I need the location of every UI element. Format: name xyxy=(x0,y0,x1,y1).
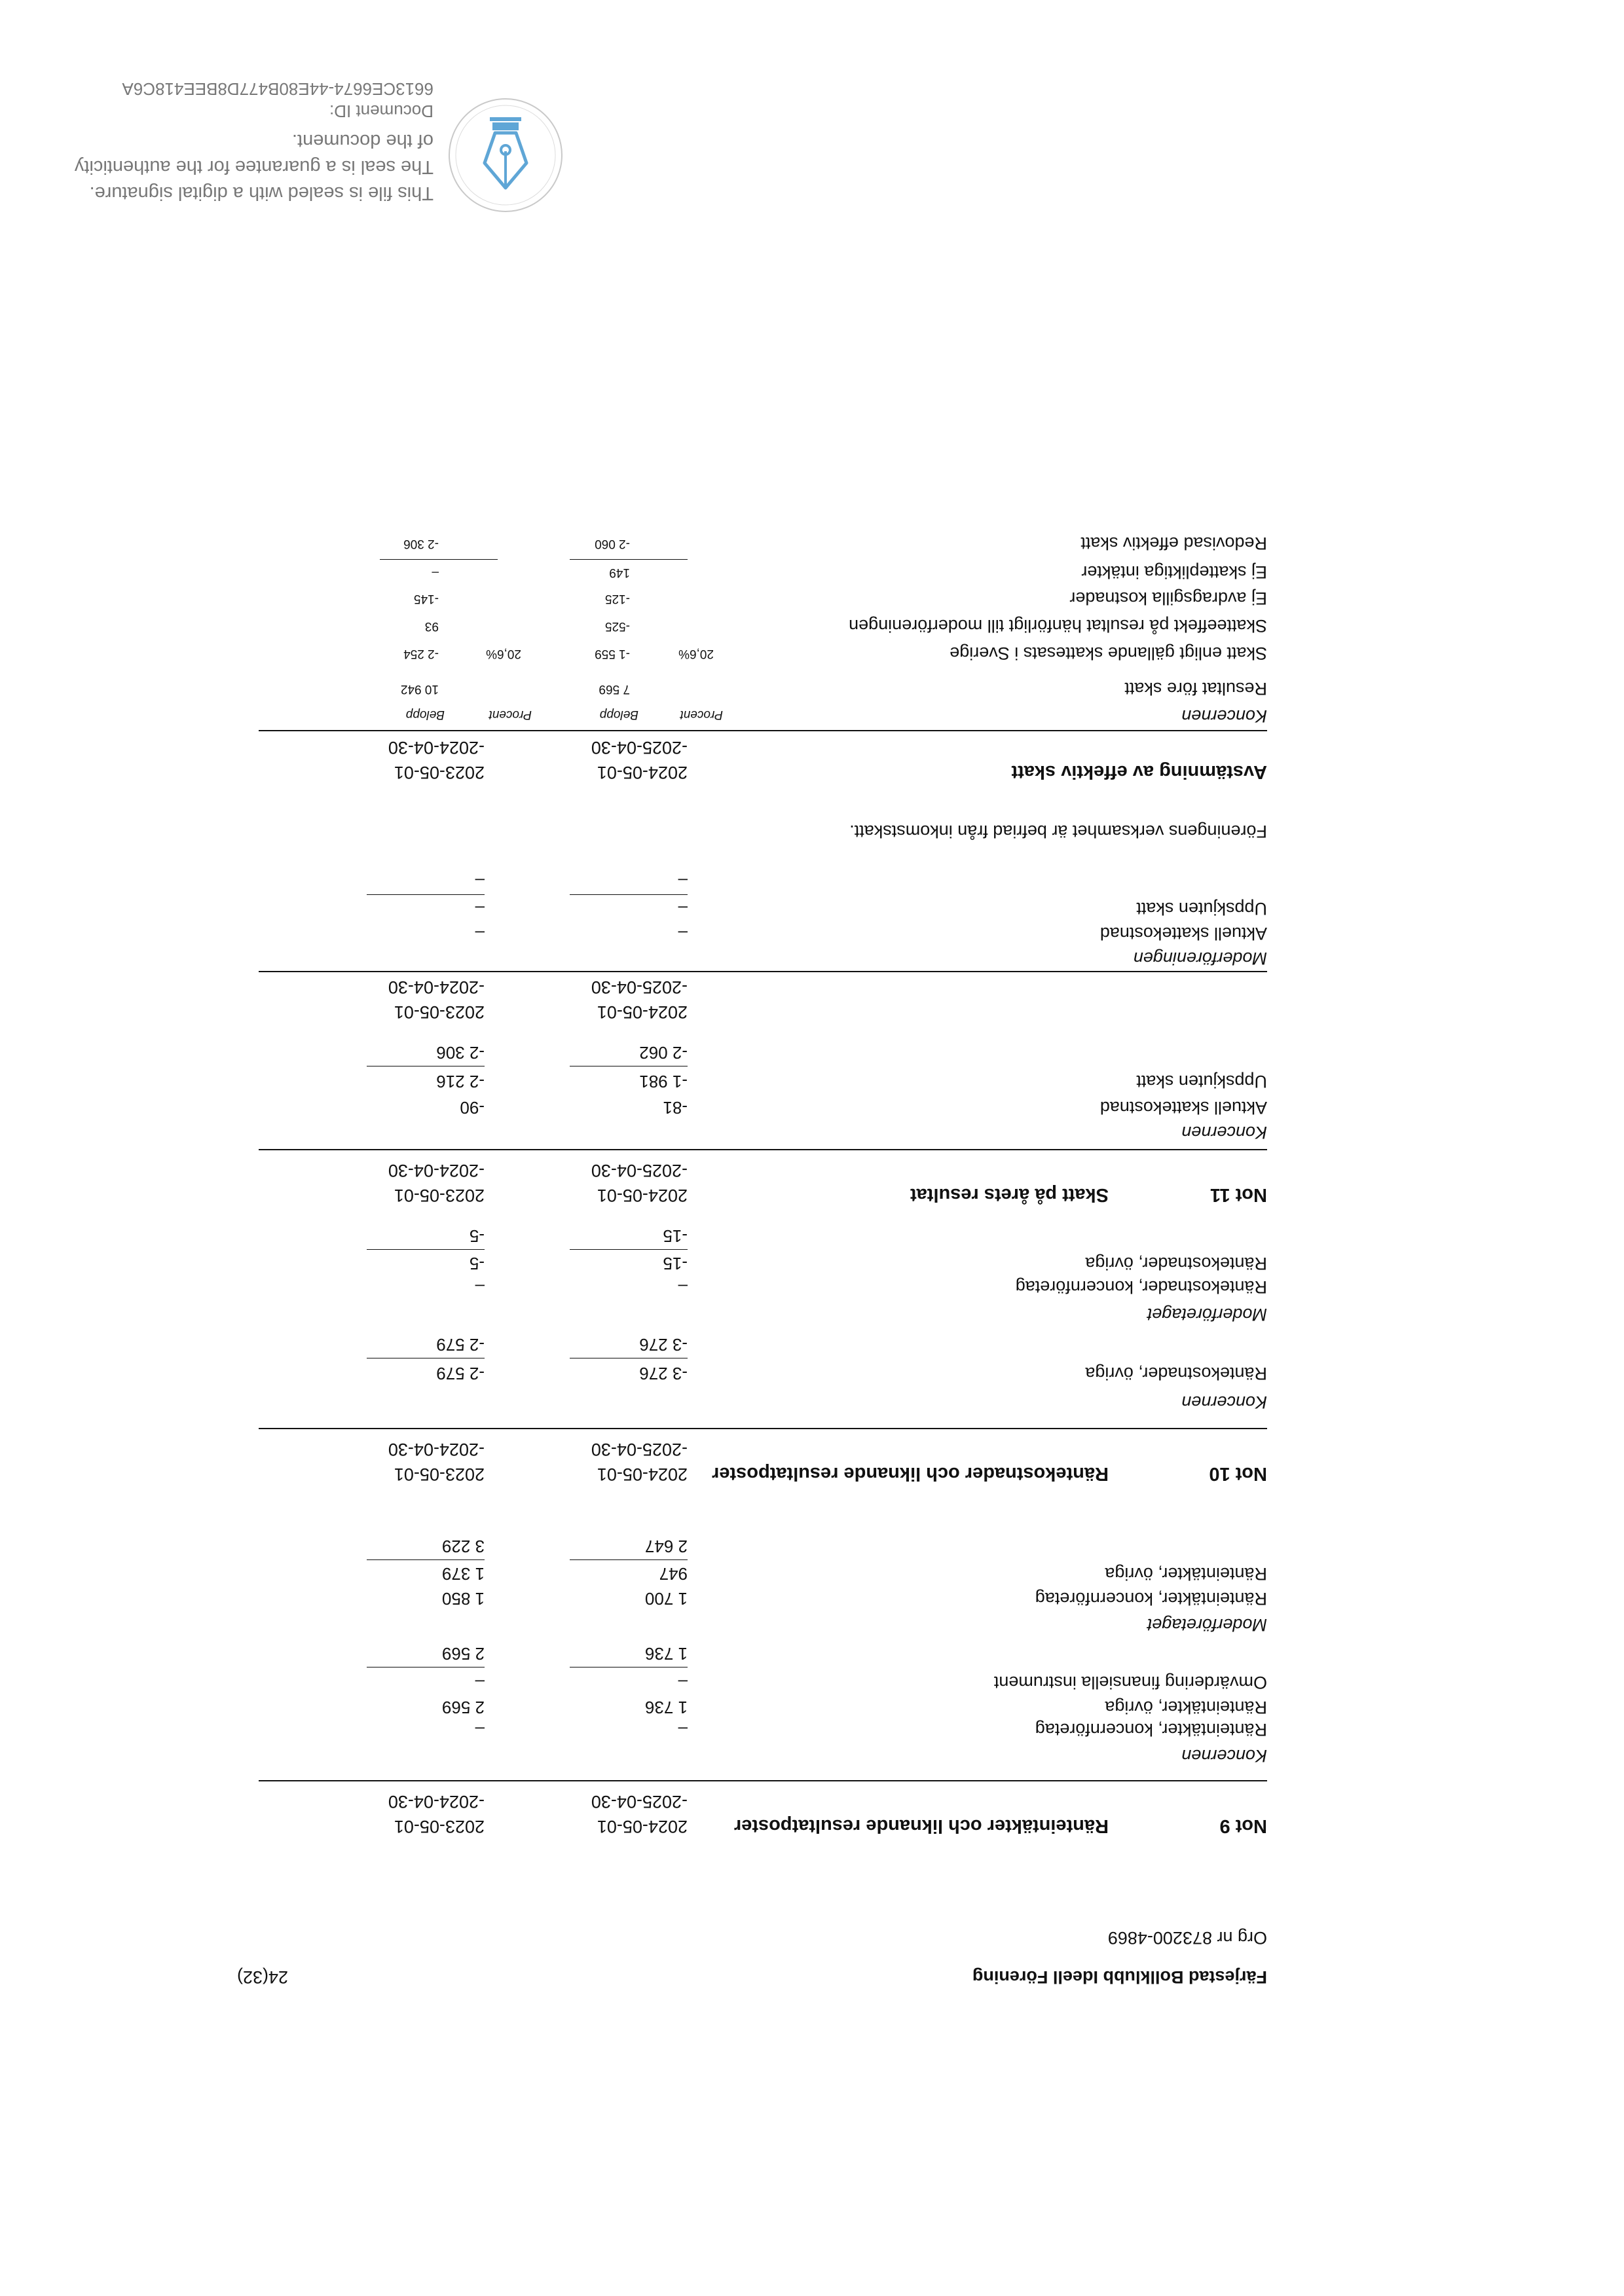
reconciliation-title: Avstämning av effektiv skatt xyxy=(1011,761,1267,782)
note11-g2-total-prior: – xyxy=(475,871,485,891)
note11-title: Skatt på årets resultat xyxy=(910,1184,1109,1205)
recon-col-amount-current: Belopp xyxy=(599,708,638,721)
note9-row-label: Ränteintäkter, övriga xyxy=(1105,1698,1267,1717)
note11-row-prior: – xyxy=(475,899,485,919)
note11-g2-sum-rule-prior xyxy=(367,894,485,895)
recon-prior-period-line1: 2023-05-01 xyxy=(394,763,485,782)
recon-row-prior-pct: 20,6% xyxy=(486,647,521,661)
recon-row-label: Resultat före skatt xyxy=(1124,679,1267,699)
recon-row-prior: -145 xyxy=(413,592,439,606)
recon-row-label: Skatteeffekt på resultat hänförligt till moderföreningen xyxy=(849,616,1267,636)
note10-row-prior: -5 xyxy=(469,1254,485,1273)
note10-header-rule xyxy=(259,1428,1267,1429)
org-name: Färjestad Bollklubb Ideell Förening xyxy=(972,1967,1267,1987)
recon-row-prior: -2 254 xyxy=(403,647,439,661)
recon-row-label: Ej skattepliktiga intäkter xyxy=(1081,562,1267,582)
note11-row-prior: -2 216 xyxy=(436,1072,485,1091)
note11-group1-heading: Koncernen xyxy=(1181,1123,1267,1142)
note9-row-prior: – xyxy=(475,1673,485,1692)
note11-parent-header-rule xyxy=(259,971,1267,972)
note9-row-current: 1 736 xyxy=(644,1698,688,1717)
note10-g2-total-current: -15 xyxy=(663,1226,688,1246)
note9-g2-total-current: 2 647 xyxy=(644,1537,688,1556)
note9-row-prior: 2 569 xyxy=(441,1698,485,1717)
note10-prior-period-line2: -2024-04-30 xyxy=(388,1440,485,1459)
note11-parent-prior-period-line2: -2024-04-30 xyxy=(388,977,485,997)
note11-g2-sum-rule-current xyxy=(570,894,688,895)
note9-prior-period-line2: -2024-04-30 xyxy=(388,1792,485,1812)
org-number: Org nr 873200-4869 xyxy=(1107,1928,1267,1948)
recon-row-current: -2 060 xyxy=(595,537,630,551)
recon-row-prior: 10 942 xyxy=(400,682,439,696)
note11-label: Not 11 xyxy=(1209,1184,1267,1205)
recon-col-percent-prior: Procent xyxy=(489,708,532,721)
note9-group1-heading: Koncernen xyxy=(1181,1746,1267,1766)
note9-current-period-line1: 2024-05-01 xyxy=(597,1817,688,1836)
note9-row-current: 947 xyxy=(659,1564,688,1584)
note11-row-current: -81 xyxy=(663,1098,688,1118)
note11-prior-period-line2: -2024-04-30 xyxy=(388,1161,485,1180)
note11-row-current: – xyxy=(678,924,688,943)
note11-prior-period-line1: 2023-05-01 xyxy=(394,1186,485,1205)
note10-group2-heading: Moderföretaget xyxy=(1147,1305,1267,1324)
note10-g1-total-current: -3 276 xyxy=(639,1335,688,1355)
tax-exemption-text: Föreningens verksamhet är befriad från inkomstskatt. xyxy=(849,822,1267,841)
seal-text-line3: of the document. xyxy=(291,130,434,151)
note10-label: Not 10 xyxy=(1209,1463,1267,1484)
note11-g2-total-current: – xyxy=(678,871,688,891)
recon-header-rule xyxy=(259,730,1267,731)
note10-row-label: Räntekostnader, övriga xyxy=(1085,1364,1267,1383)
note9-row-label: Ränteintäkter, övriga xyxy=(1105,1564,1267,1584)
recon-row-current: 149 xyxy=(609,566,630,579)
seal-document-id: 6613CE6674-44E80B477D8BEE418C6A xyxy=(122,79,434,99)
note10-row-prior: -2 579 xyxy=(436,1364,485,1383)
recon-row-current: 7 569 xyxy=(599,682,630,696)
note11-g1-total-current: -2 062 xyxy=(639,1043,688,1063)
note10-row-current: – xyxy=(678,1277,688,1297)
seal-text-line2: The seal is a guarantee for the authenticity xyxy=(74,156,434,177)
note9-g2-sum-rule-prior xyxy=(367,1559,485,1560)
note9-current-period-line2: -2025-04-30 xyxy=(591,1792,688,1812)
note11-row-current: – xyxy=(678,899,688,919)
recon-col-amount-prior: Belopp xyxy=(405,708,445,721)
note11-header-rule xyxy=(259,1149,1267,1150)
recon-row-label: Ej avdragsgilla kostnader xyxy=(1069,589,1267,608)
recon-sum-rule-prior xyxy=(380,559,498,560)
note9-g2-total-prior: 3 229 xyxy=(441,1537,485,1556)
note9-g1-total-prior: 2 569 xyxy=(441,1644,485,1664)
digital-seal-icon xyxy=(447,96,564,214)
recon-row-label: Skatt enligt gällande skattesats i Sverige xyxy=(950,644,1267,663)
recon-heading: Koncernen xyxy=(1181,706,1267,726)
recon-row-label: Redovisad effektiv skatt xyxy=(1080,534,1267,553)
note11-row-prior: – xyxy=(475,924,485,943)
note10-prior-period-line1: 2023-05-01 xyxy=(394,1465,485,1484)
note11-parent-prior-period-line1: 2023-05-01 xyxy=(394,1002,485,1022)
recon-sum-rule-current xyxy=(570,559,688,560)
recon-row-current: -125 xyxy=(604,592,630,606)
note9-row-current: – xyxy=(678,1720,688,1740)
note9-row-prior: – xyxy=(475,1720,485,1740)
note10-current-period-line1: 2024-05-01 xyxy=(597,1465,688,1484)
recon-row-prior: – xyxy=(432,566,439,579)
note9-g1-total-current: 1 736 xyxy=(644,1644,688,1664)
note9-prior-period-line1: 2023-05-01 xyxy=(394,1817,485,1836)
recon-row-current: -525 xyxy=(604,619,630,633)
note10-row-label: Räntekostnader, koncernföretag xyxy=(1015,1277,1267,1297)
recon-col-percent-current: Procent xyxy=(680,708,723,721)
note9-row-current: – xyxy=(678,1673,688,1692)
note10-row-current: -15 xyxy=(663,1254,688,1273)
note11-group2-heading: Moderföreningen xyxy=(1133,949,1267,968)
note10-current-period-line2: -2025-04-30 xyxy=(591,1440,688,1459)
note10-row-label: Räntekostnader, övriga xyxy=(1085,1254,1267,1273)
seal-text-line1: This file is sealed with a digital signature. xyxy=(89,183,434,204)
note10-g2-sum-rule-current xyxy=(570,1249,688,1250)
note10-g2-sum-rule-prior xyxy=(367,1249,485,1250)
note10-g2-total-prior: -5 xyxy=(469,1226,485,1246)
note11-g1-total-prior: -2 306 xyxy=(436,1043,485,1063)
note9-row-current: 1 700 xyxy=(644,1589,688,1609)
note9-g2-sum-rule-current xyxy=(570,1559,688,1560)
note9-header-rule xyxy=(259,1780,1267,1781)
note11-current-period-line2: -2025-04-30 xyxy=(591,1161,688,1180)
page-number: 24(32) xyxy=(236,1967,288,1987)
note10-group1-heading: Koncernen xyxy=(1181,1393,1267,1412)
note10-row-prior: – xyxy=(475,1277,485,1297)
recon-row-prior: -2 306 xyxy=(403,537,439,551)
note9-row-prior: 1 379 xyxy=(441,1564,485,1584)
recon-row-prior: 93 xyxy=(424,619,439,633)
note10-title: Räntekostnader och liknande resultatposter xyxy=(712,1463,1109,1484)
note11-parent-current-period-line2: -2025-04-30 xyxy=(591,977,688,997)
note11-row-label: Uppskjuten skatt xyxy=(1136,1072,1267,1091)
note11-row-label: Aktuell skattekostnad xyxy=(1099,924,1267,943)
note11-row-prior: -90 xyxy=(460,1098,485,1118)
note9-row-label: Ränteintäkter, koncernföretag xyxy=(1035,1589,1267,1609)
recon-current-period-line2: -2025-04-30 xyxy=(591,738,688,757)
recon-row-current-pct: 20,6% xyxy=(678,647,714,661)
recon-row-current: -1 559 xyxy=(595,647,630,661)
note9-label: Not 9 xyxy=(1219,1815,1267,1836)
note11-row-current: -1 981 xyxy=(639,1072,688,1091)
seal-document-id-label: Document ID: xyxy=(329,101,434,121)
note11-parent-current-period-line1: 2024-05-01 xyxy=(597,1002,688,1022)
note11-row-label: Aktuell skattekostnad xyxy=(1099,1098,1267,1118)
note11-current-period-line1: 2024-05-01 xyxy=(597,1186,688,1205)
recon-prior-period-line2: -2024-04-30 xyxy=(388,738,485,757)
recon-current-period-line1: 2024-05-01 xyxy=(597,763,688,782)
note9-group2-heading: Moderföretaget xyxy=(1147,1615,1267,1635)
note10-g1-total-prior: -2 579 xyxy=(436,1335,485,1355)
note10-row-current: -3 276 xyxy=(639,1364,688,1383)
note9-row-prior: 1 850 xyxy=(441,1589,485,1609)
note9-title: Ränteintäkter och liknande resultatposter xyxy=(733,1815,1109,1836)
note9-row-label: Omvärdering finansiella instrument xyxy=(993,1673,1267,1692)
note9-row-label: Ränteintäkter, koncernföretag xyxy=(1035,1720,1267,1740)
note11-row-label: Uppskjuten skatt xyxy=(1136,899,1267,919)
